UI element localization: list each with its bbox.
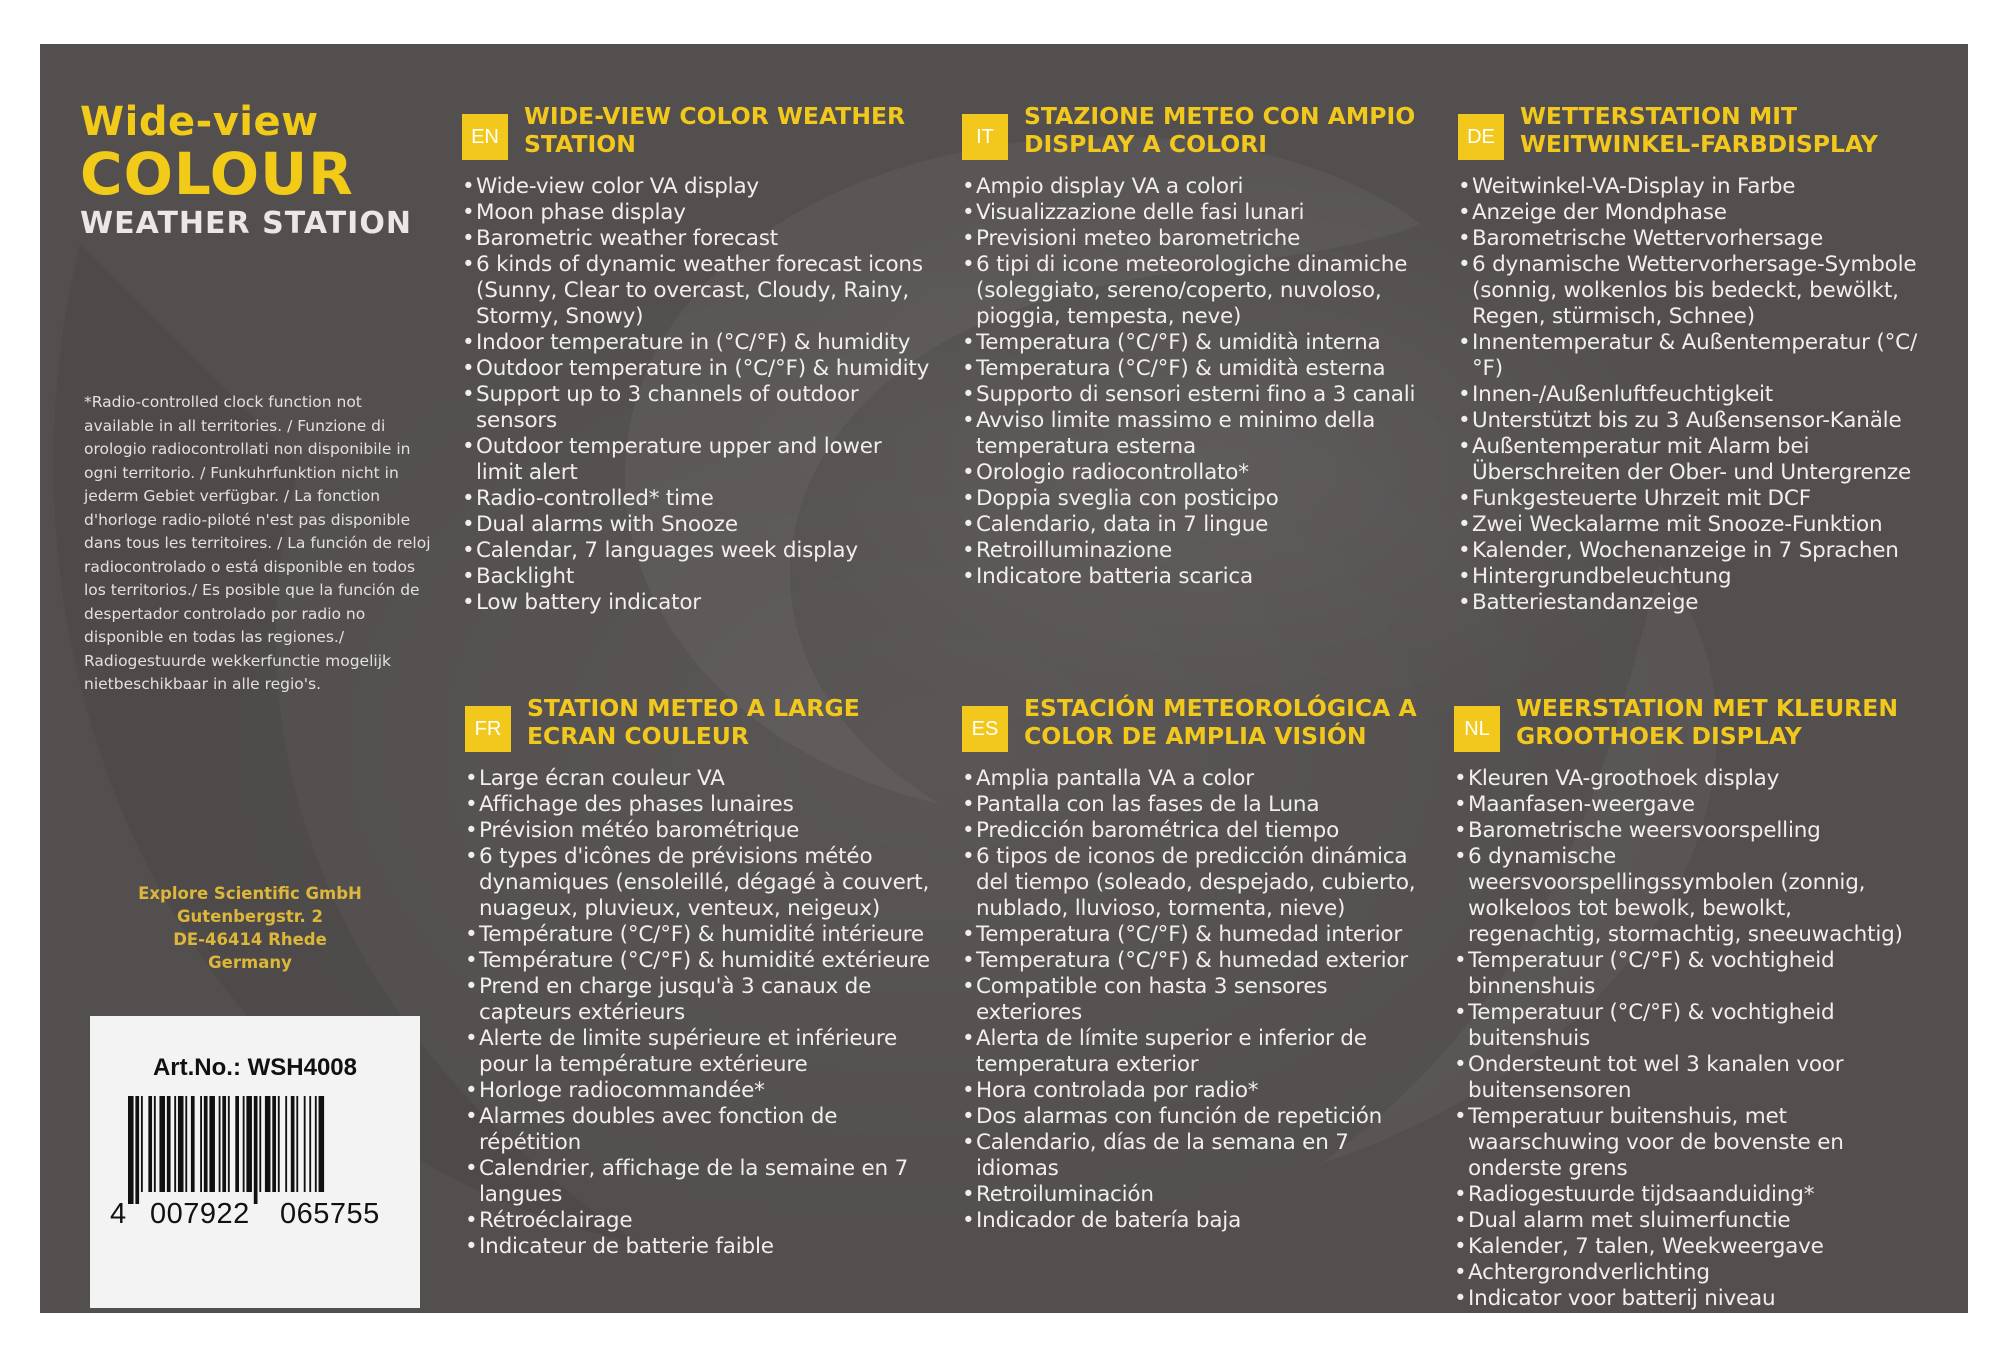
feature-item: • Indicateur de batterie faible: [465, 1234, 935, 1260]
feature-item: • Kalender, 7 talen, Weekweergave: [1454, 1234, 1924, 1260]
brand-line-3: WEATHER STATION: [80, 206, 412, 241]
barcode-digit-group-1: 007922: [150, 1198, 250, 1230]
feature-item: • Dos alarmas con función de repetición: [962, 1104, 1432, 1130]
feature-item: • Radiogestuurde tijdsaanduiding*: [1454, 1182, 1924, 1208]
company-street: Gutenbergstr. 2: [176, 907, 324, 926]
feature-item: • Prévision météo barométrique: [465, 818, 935, 844]
feature-item: • Doppia sveglia con posticipo: [962, 486, 1432, 512]
feature-list-nl: [1454, 766, 1924, 1312]
feature-item: • Calendario, días de la semana en 7 idiomas: [962, 1130, 1432, 1182]
company-country: Germany: [208, 953, 292, 972]
feature-item: • Ondersteunt tot wel 3 kanalen voor buitensensoren: [1454, 1052, 1924, 1104]
feature-item: • 6 tipos de iconos de predicción dinámica del tiempo (soleado, despejado, cubierto, nublado, lluvioso, tormenta, nieve): [962, 844, 1432, 922]
brand-line-2: COLOUR: [80, 140, 354, 208]
feature-item: • Supporto di sensori esterni fino a 3 canali: [962, 382, 1432, 408]
feature-item: • Hintergrundbeleuchtung: [1458, 564, 1928, 590]
feature-item: • Température (°C/°F) & humidité intérieure: [465, 922, 935, 948]
feature-item: • Support up to 3 channels of outdoor sensors: [462, 382, 932, 434]
feature-item: • Indoor temperature in (°C/°F) & humidity: [462, 330, 932, 356]
language-badge-en: EN: [462, 114, 508, 160]
feature-item: • Temperatuur (°C/°F) & vochtigheid binnenshuis: [1454, 948, 1924, 1000]
feature-list-fr: [465, 766, 935, 1260]
feature-item: • Radio-controlled* time: [462, 486, 932, 512]
feature-item: • Température (°C/°F) & humidité extérieure: [465, 948, 935, 974]
feature-item: • Indicator voor batterij niveau: [1454, 1286, 1924, 1312]
feature-item: • Large écran couleur VA: [465, 766, 935, 792]
feature-item: • 6 kinds of dynamic weather forecast icons (Sunny, Clear to overcast, Cloudy, Rainy, Stormy, Snowy): [462, 252, 932, 330]
feature-list-de: [1458, 174, 1928, 616]
feature-item: • Anzeige der Mondphase: [1458, 200, 1928, 226]
feature-item: • Outdoor temperature in (°C/°F) & humidity: [462, 356, 932, 382]
feature-item: • Prend en charge jusqu'à 3 canaux de capteurs extérieurs: [465, 974, 935, 1026]
barcode-icon: [128, 1096, 384, 1206]
feature-item: • Funkgesteuerte Uhrzeit mit DCF: [1458, 486, 1928, 512]
brand-line-1: Wide-view: [80, 99, 319, 145]
barcode-label: [90, 1016, 420, 1308]
feature-item: • Predicción barométrica del tiempo: [962, 818, 1432, 844]
feature-item: • Alarmes doubles avec fonction de répétition: [465, 1104, 935, 1156]
language-badge-de: DE: [1458, 114, 1504, 160]
company-address: [100, 882, 400, 974]
feature-item: • Previsioni meteo barometriche: [962, 226, 1432, 252]
feature-item: • Ampio display VA a colori: [962, 174, 1432, 200]
language-badge-es: ES: [962, 706, 1008, 752]
feature-item: • Batteriestandanzeige: [1458, 590, 1928, 616]
feature-item: • Avviso limite massimo e minimo della temperatura esterna: [962, 408, 1432, 460]
feature-item: • Außentemperatur mit Alarm bei Überschreiten der Ober- und Untergrenze: [1458, 434, 1928, 486]
barcode-digit-group-2: 065755: [280, 1198, 380, 1230]
feature-item: • Orologio radiocontrollato*: [962, 460, 1432, 486]
feature-item: • Indicador de batería baja: [962, 1208, 1432, 1234]
feature-item: • Temperatura (°C/°F) & umidità interna: [962, 330, 1432, 356]
section-title-nl: WEERSTATION MET KLEUREN GROOTHOEK DISPLAY: [1516, 694, 1899, 750]
feature-item: • 6 tipi di icone meteorologiche dinamiche (soleggiato, sereno/coperto, nuvoloso, pioggia, tempesta, neve): [962, 252, 1432, 330]
feature-item: • Innen-/Außenluftfeuchtigkeit: [1458, 382, 1928, 408]
feature-item: • Indicatore batteria scarica: [962, 564, 1432, 590]
packaging-panel: [40, 44, 1968, 1313]
feature-item: • Innentemperatur & Außentemperatur (°C/°F): [1458, 330, 1928, 382]
language-badge-nl: NL: [1454, 706, 1500, 752]
feature-item: • Dual alarm met sluimerfunctie: [1454, 1208, 1924, 1234]
feature-item: • Achtergrondverlichting: [1454, 1260, 1924, 1286]
feature-item: • Affichage des phases lunaires: [465, 792, 935, 818]
section-title-en: WIDE-VIEW COLOR WEATHER STATION: [524, 102, 906, 158]
language-badge-it: IT: [962, 114, 1008, 160]
feature-item: • Temperatura (°C/°F) & humedad interior: [962, 922, 1432, 948]
feature-item: • Alerta de límite superior e inferior de temperatura exterior: [962, 1026, 1432, 1078]
brand-logo: [80, 100, 412, 244]
feature-item: • Barometrische Wettervorhersage: [1458, 226, 1928, 252]
feature-item: • Retroilluminazione: [962, 538, 1432, 564]
feature-item: • Barometrische weersvoorspelling: [1454, 818, 1924, 844]
radio-clock-footnote: *Radio-controlled clock function not available in all territories. / Funzione di orologio radiocontrollati non disponibile in ogni territorio. / Funkuhrfunktion nicht in jederm Gebiet verfügbar. / La fonction d'horloge radio-piloté n'est pas disponible dans tous les territoires. / La función de reloj radiocontrolado o está disponible en todos los territorios./ Es posible que la función de despertador controlado por radio no disponible en todas las regiones./ Radiogestuurde wekkerfunctie mogelijk nietbeschikbaar in alle regio's.: [84, 393, 431, 693]
feature-item: • Moon phase display: [462, 200, 932, 226]
feature-item: • Barometric weather forecast: [462, 226, 932, 252]
feature-item: • Horloge radiocommandée*: [465, 1078, 935, 1104]
feature-item: • Unterstützt bis zu 3 Außensensor-Kanäle: [1458, 408, 1928, 434]
article-number: Art.No.: WSH4008: [152, 1054, 358, 1081]
feature-item: • Dual alarms with Snooze: [462, 512, 932, 538]
feature-item: • Temperatura (°C/°F) & umidità esterna: [962, 356, 1432, 382]
feature-item: • 6 dynamische weersvoorspellingssymbolen (zonnig, wolkeloos tot bewolk, bewolkt, regenachtig, stormachtig, sneeuwachtig): [1454, 844, 1924, 948]
feature-item: • 6 types d'icônes de prévisions météo dynamiques (ensoleillé, dégagé à couvert, nuageux, pluvieux, venteux, neigeux): [465, 844, 935, 922]
feature-list-es: [962, 766, 1432, 1234]
feature-item: • Outdoor temperature upper and lower limit alert: [462, 434, 932, 486]
feature-item: • Temperatuur buitenshuis, met waarschuwing voor de bovenste en onderste grens: [1454, 1104, 1924, 1182]
company-name: Explore Scientific GmbH: [138, 884, 362, 903]
feature-item: • Zwei Weckalarme mit Snooze-Funktion: [1458, 512, 1928, 538]
feature-item: • Compatible con hasta 3 sensores exteriores: [962, 974, 1432, 1026]
feature-item: • Backlight: [462, 564, 932, 590]
feature-item: • Maanfasen-weergave: [1454, 792, 1924, 818]
barcode-digit-prefix: 4: [110, 1198, 127, 1230]
feature-item: • Kalender, Wochenanzeige in 7 Sprachen: [1458, 538, 1928, 564]
feature-list-en: [462, 174, 932, 616]
feature-item: • Calendario, data in 7 lingue: [962, 512, 1432, 538]
section-title-it: STAZIONE METEO CON AMPIO DISPLAY A COLORI: [1024, 102, 1416, 158]
feature-item: • Rétroéclairage: [465, 1208, 935, 1234]
section-title-es: ESTACIÓN METEOROLÓGICA A COLOR DE AMPLIA VISIÓN: [1024, 694, 1417, 750]
section-title-fr: STATION METEO A LARGE ECRAN COULEUR: [527, 694, 860, 750]
feature-item: • Calendrier, affichage de la semaine en 7 langues: [465, 1156, 935, 1208]
feature-item: • Alerte de limite supérieure et inférieure pour la température extérieure: [465, 1026, 935, 1078]
language-badge-fr: FR: [465, 706, 511, 752]
feature-item: • Pantalla con las fases de la Luna: [962, 792, 1432, 818]
feature-item: • Wide-view color VA display: [462, 174, 932, 200]
feature-item: • Hora controlada por radio*: [962, 1078, 1432, 1104]
section-title-de: WETTERSTATION MIT WEITWINKEL-FARBDISPLAY: [1520, 102, 1878, 158]
feature-item: • Retroiluminación: [962, 1182, 1432, 1208]
feature-item: • Temperatuur (°C/°F) & vochtigheid buitenshuis: [1454, 1000, 1924, 1052]
feature-item: • Weitwinkel-VA-Display in Farbe: [1458, 174, 1928, 200]
feature-item: • Temperatura (°C/°F) & humedad exterior: [962, 948, 1432, 974]
feature-item: • 6 dynamische Wettervorhersage-Symbole (sonnig, wolkenlos bis bedeckt, bewölkt, Regen, stürmisch, Schnee): [1458, 252, 1928, 330]
company-city: DE-46414 Rhede: [173, 930, 327, 949]
feature-item: • Kleuren VA-groothoek display: [1454, 766, 1924, 792]
feature-item: • Low battery indicator: [462, 590, 932, 616]
feature-item: • Visualizzazione delle fasi lunari: [962, 200, 1432, 226]
feature-item: • Amplia pantalla VA a color: [962, 766, 1432, 792]
feature-list-it: [962, 174, 1432, 590]
feature-item: • Calendar, 7 languages week display: [462, 538, 932, 564]
